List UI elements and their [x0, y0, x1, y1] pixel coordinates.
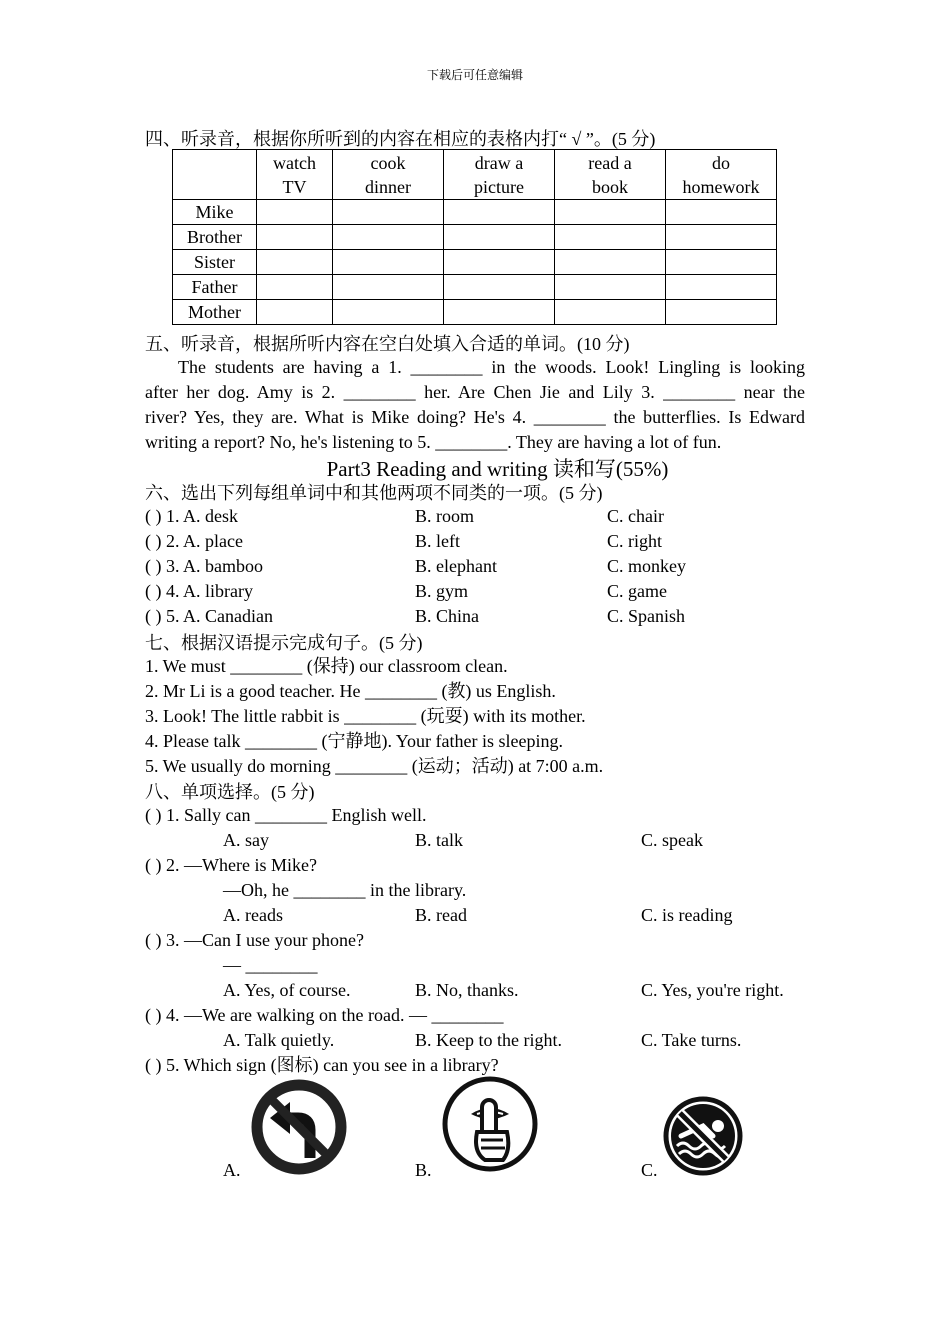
- check-cell[interactable]: [666, 300, 777, 325]
- check-cell[interactable]: [666, 275, 777, 300]
- row-label: Mike: [173, 200, 257, 225]
- section-8-title: 八、单项选择。(5 分): [145, 782, 315, 802]
- row-label: Mother: [173, 300, 257, 325]
- column-header: watch TV: [257, 150, 333, 200]
- check-cell[interactable]: [257, 275, 333, 300]
- check-cell[interactable]: [257, 225, 333, 250]
- check-cell[interactable]: [333, 300, 444, 325]
- check-cell[interactable]: [555, 225, 666, 250]
- check-cell[interactable]: [333, 275, 444, 300]
- check-cell[interactable]: [444, 225, 555, 250]
- listening-table: [172, 149, 777, 325]
- check-cell[interactable]: [257, 200, 333, 225]
- section-6-title: 六、选出下列每组单词中和其他两项不同类的一项。(5 分): [145, 483, 603, 503]
- check-cell[interactable]: [555, 300, 666, 325]
- row-label: Sister: [173, 250, 257, 275]
- check-cell[interactable]: [555, 200, 666, 225]
- check-cell[interactable]: [555, 250, 666, 275]
- check-cell[interactable]: [555, 275, 666, 300]
- no-swimming-sign-icon: [663, 1096, 743, 1176]
- row-label: Father: [173, 275, 257, 300]
- section-5-title: 五、听录音，根据所听内容在空白处填入合适的单词。(10 分): [145, 334, 630, 354]
- check-cell[interactable]: [444, 300, 555, 325]
- passage-line: The students are having a 1. ________ in the woods. Look! Lingling is looking: [178, 357, 805, 377]
- check-cell[interactable]: [333, 225, 444, 250]
- row-label: Brother: [173, 225, 257, 250]
- no-left-turn-sign-icon: [250, 1078, 348, 1176]
- page-header: 下载后可任意编辑: [426, 68, 523, 82]
- check-cell[interactable]: [444, 275, 555, 300]
- check-cell[interactable]: [666, 250, 777, 275]
- passage-line: after her dog. Amy is 2. ________ her. Are Chen Jie and Lily 3. ________ near the: [145, 382, 805, 402]
- section-7-title: 七、根据汉语提示完成句子。(5 分): [145, 633, 423, 653]
- section-4-title: 四、听录音，根据你所听到的内容在相应的表格内打“ √ ”。(5 分): [145, 129, 656, 149]
- passage-line: river? Yes, they are. What is Mike doing? He's 4. ________ the butterflies. Is Edward: [145, 407, 805, 427]
- check-cell[interactable]: [666, 200, 777, 225]
- check-cell[interactable]: [333, 200, 444, 225]
- check-cell[interactable]: [444, 250, 555, 275]
- check-cell[interactable]: [666, 225, 777, 250]
- table-corner-cell: [173, 150, 257, 200]
- column-header: do homework: [666, 150, 777, 200]
- check-cell[interactable]: [444, 200, 555, 225]
- check-cell[interactable]: [257, 250, 333, 275]
- column-header: cook dinner: [333, 150, 444, 200]
- passage-line: writing a report? No, he's listening to 5. ________. They are having a lot of fun.: [145, 432, 722, 452]
- column-header: read a book: [555, 150, 666, 200]
- section-5-passage: [145, 355, 805, 455]
- part3-heading: Part3 Reading and writing 读和写(55%): [326, 457, 669, 481]
- check-cell[interactable]: [333, 250, 444, 275]
- quiet-sign-icon: [441, 1074, 539, 1174]
- column-header: draw a picture: [444, 150, 555, 200]
- check-cell[interactable]: [257, 300, 333, 325]
